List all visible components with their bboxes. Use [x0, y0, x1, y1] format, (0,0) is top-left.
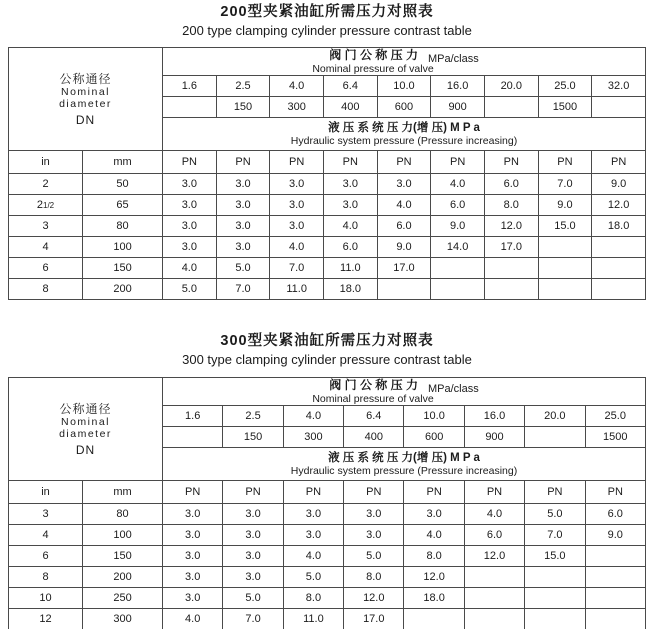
- table-200-data-row: [9, 174, 646, 195]
- pressure-value-cell: 11.0: [323, 258, 377, 279]
- mm-unit-cell: mm: [83, 481, 163, 504]
- pn-header-cell: PN: [283, 481, 343, 504]
- pressure-value-cell: [585, 588, 645, 609]
- pn-header-cell: PN: [464, 481, 524, 504]
- class-value-cell: 400: [344, 427, 404, 448]
- dn-label: DN: [75, 442, 96, 457]
- mm-size-cell: 100: [83, 237, 163, 258]
- pressure-value-cell: 11.0: [283, 609, 343, 629]
- inch-size-cell: [9, 609, 83, 629]
- pressure-value-cell: 4.0: [283, 546, 343, 567]
- pressure-value-cell: 3.0: [344, 525, 404, 546]
- mpa-value-cell: 20.0: [525, 406, 585, 427]
- class-value-cell: 600: [377, 97, 431, 118]
- hydraulic-pressure-label-zh: 液 压 系 统 压 力(增 压) M P a: [328, 122, 480, 134]
- hydraulic-pressure-label-en: Hydraulic system pressure (Pressure increasing): [290, 135, 518, 147]
- class-value-cell: 600: [404, 427, 464, 448]
- pressure-value-cell: 3.0: [404, 504, 464, 525]
- pn-header-cell: PN: [377, 151, 431, 174]
- pressure-value-cell: [538, 279, 592, 300]
- table-300-data-row: [9, 546, 646, 567]
- pressure-value-cell: 14.0: [431, 237, 485, 258]
- pn-header-cell: PN: [163, 481, 223, 504]
- pressure-value-cell: 12.0: [592, 195, 646, 216]
- pressure-value-cell: 8.0: [283, 588, 343, 609]
- nominal-diameter-label-en-2: diameter: [59, 427, 112, 440]
- mpa-value-cell: 6.4: [344, 406, 404, 427]
- inch-size-cell: [9, 174, 83, 195]
- pressure-value-cell: 3.0: [163, 546, 223, 567]
- pressure-value-cell: 3.0: [270, 195, 324, 216]
- pressure-value-cell: [525, 588, 585, 609]
- valve-pressure-unit-label: MPa/class: [427, 383, 479, 395]
- class-value-cell: 900: [464, 427, 524, 448]
- pressure-value-cell: [585, 567, 645, 588]
- pn-header-cell: PN: [344, 481, 404, 504]
- pressure-value-cell: 4.0: [431, 174, 485, 195]
- hydraulic-pressure-label-zh: 液 压 系 统 压 力(增 压) M P a: [328, 452, 480, 464]
- table-200-unit-row: [9, 151, 646, 174]
- class-value-cell: 150: [216, 97, 270, 118]
- pn-header-cell: PN: [592, 151, 646, 174]
- pressure-value-cell: 18.0: [323, 279, 377, 300]
- pressure-value-cell: 5.0: [163, 279, 217, 300]
- pressure-value-cell: [592, 237, 646, 258]
- pressure-value-cell: [525, 609, 585, 629]
- pressure-value-cell: 11.0: [270, 279, 324, 300]
- mpa-value-cell: 25.0: [585, 406, 645, 427]
- pressure-value-cell: 3.0: [223, 525, 283, 546]
- valve-pressure-label-zh: 阀 门 公 称 压 力: [329, 48, 418, 62]
- pressure-value-cell: 3.0: [223, 546, 283, 567]
- pressure-value-cell: [538, 258, 592, 279]
- valve-pressure-label-zh: 阀 门 公 称 压 力: [329, 378, 418, 392]
- pressure-value-cell: 9.0: [585, 525, 645, 546]
- table-200-title-block: [0, 3, 654, 39]
- pressure-value-cell: 18.0: [404, 588, 464, 609]
- pressure-value-cell: [538, 237, 592, 258]
- inch-size-value: 2: [36, 199, 43, 211]
- table-300-title-en: 300 type clamping cylinder pressure contrast table: [182, 352, 472, 367]
- pressure-value-cell: 3.0: [163, 504, 223, 525]
- mm-size-cell: 200: [83, 279, 163, 300]
- pressure-value-cell: 12.0: [484, 216, 538, 237]
- inch-size-cell: [9, 567, 83, 588]
- table-200-data-row: [9, 258, 646, 279]
- inch-size-cell: [9, 195, 83, 216]
- pressure-value-cell: 5.0: [216, 258, 270, 279]
- table-200-hydraulic-header-cell: [163, 118, 646, 151]
- mpa-value-cell: 25.0: [538, 76, 592, 97]
- mpa-value-cell: 10.0: [404, 406, 464, 427]
- class-value-cell: 300: [270, 97, 324, 118]
- pressure-value-cell: 5.0: [344, 546, 404, 567]
- pressure-value-cell: 7.0: [216, 279, 270, 300]
- pressure-value-cell: 3.0: [216, 174, 270, 195]
- inch-size-cell: [9, 216, 83, 237]
- nominal-diameter-label-zh: 公称通径: [59, 401, 112, 416]
- pressure-value-cell: 3.0: [216, 195, 270, 216]
- class-value-cell: [163, 97, 217, 118]
- pressure-value-cell: 9.0: [431, 216, 485, 237]
- pn-header-cell: PN: [404, 481, 464, 504]
- table-300-valve-pressure-header-cell: [163, 378, 646, 406]
- pressure-value-cell: 3.0: [223, 567, 283, 588]
- nominal-diameter-label-en-1: Nominal: [61, 415, 111, 428]
- inch-size-value: 6: [42, 262, 49, 274]
- inch-unit-cell: in: [9, 151, 83, 174]
- pressure-value-cell: [585, 609, 645, 629]
- pressure-value-cell: 15.0: [538, 216, 592, 237]
- pressure-value-cell: 4.0: [464, 504, 524, 525]
- valve-pressure-header-line: [163, 378, 645, 393]
- pressure-value-cell: 3.0: [163, 237, 217, 258]
- pressure-value-cell: 3.0: [283, 504, 343, 525]
- pressure-value-cell: 6.0: [484, 174, 538, 195]
- mm-size-cell: 150: [83, 258, 163, 279]
- pressure-value-cell: 3.0: [216, 216, 270, 237]
- pressure-value-cell: [431, 258, 485, 279]
- pressure-value-cell: 3.0: [323, 195, 377, 216]
- inch-size-cell: [9, 546, 83, 567]
- inch-size-value: 4: [42, 529, 49, 541]
- table-200-data-row: [9, 195, 646, 216]
- inch-size-cell: [9, 504, 83, 525]
- pressure-value-cell: 18.0: [592, 216, 646, 237]
- mm-size-cell: 50: [83, 174, 163, 195]
- pressure-value-cell: 9.0: [538, 195, 592, 216]
- inch-unit-cell: in: [9, 481, 83, 504]
- table-300-valve-header-row: [9, 378, 646, 406]
- table-200-container: [0, 47, 654, 300]
- table-300-container: [0, 377, 654, 629]
- pressure-value-cell: 5.0: [525, 504, 585, 525]
- inch-size-value: 4: [42, 241, 49, 253]
- pressure-value-cell: 5.0: [223, 588, 283, 609]
- inch-size-value: 12: [39, 613, 52, 625]
- inch-size-value: 8: [42, 283, 49, 295]
- class-value-cell: [592, 97, 646, 118]
- pressure-value-cell: 3.0: [283, 525, 343, 546]
- mpa-value-cell: 1.6: [163, 406, 223, 427]
- pressure-value-cell: 12.0: [344, 588, 404, 609]
- mpa-value-cell: 2.5: [216, 76, 270, 97]
- class-value-cell: 150: [223, 427, 283, 448]
- pressure-value-cell: [464, 609, 524, 629]
- nominal-diameter-label-en-1: Nominal: [61, 85, 111, 98]
- inch-size-cell: [9, 237, 83, 258]
- class-value-cell: [163, 427, 223, 448]
- pressure-value-cell: 3.0: [344, 504, 404, 525]
- class-value-cell: 400: [323, 97, 377, 118]
- mpa-value-cell: 6.4: [323, 76, 377, 97]
- valve-pressure-header-line: [163, 48, 645, 63]
- mm-unit-cell: mm: [83, 151, 163, 174]
- mpa-value-cell: 16.0: [431, 76, 485, 97]
- mpa-value-cell: 4.0: [283, 406, 343, 427]
- pressure-value-cell: 7.0: [525, 525, 585, 546]
- pressure-value-cell: 4.0: [163, 609, 223, 629]
- pressure-value-cell: 6.0: [431, 195, 485, 216]
- pressure-value-cell: [525, 567, 585, 588]
- pressure-value-cell: 17.0: [484, 237, 538, 258]
- pressure-value-cell: 5.0: [283, 567, 343, 588]
- pressure-value-cell: 7.0: [223, 609, 283, 629]
- pressure-value-cell: 17.0: [377, 258, 431, 279]
- table-300-data-row: [9, 525, 646, 546]
- pn-header-cell: PN: [431, 151, 485, 174]
- pressure-value-cell: 12.0: [464, 546, 524, 567]
- mpa-value-cell: 2.5: [223, 406, 283, 427]
- table-300-unit-row: [9, 481, 646, 504]
- class-value-cell: [525, 427, 585, 448]
- pressure-value-cell: 15.0: [525, 546, 585, 567]
- table-200: [8, 47, 646, 300]
- inch-size-value: 3: [42, 508, 49, 520]
- mm-size-cell: 65: [83, 195, 163, 216]
- class-value-cell: 900: [431, 97, 485, 118]
- mm-size-cell: 250: [83, 588, 163, 609]
- pn-header-cell: PN: [538, 151, 592, 174]
- inch-size-value: 10: [39, 592, 52, 604]
- table-200-data-row: [9, 279, 646, 300]
- valve-pressure-label-en: Nominal pressure of valve: [312, 63, 434, 75]
- table-200-title-en: 200 type clamping cylinder pressure contrast table: [182, 23, 472, 38]
- pressure-value-cell: 6.0: [585, 504, 645, 525]
- table-300-data-row: [9, 567, 646, 588]
- inch-size-value: 6: [42, 550, 49, 562]
- valve-pressure-unit-label: MPa/class: [427, 53, 479, 65]
- pressure-value-cell: [484, 258, 538, 279]
- table-200-data-row: [9, 237, 646, 258]
- mm-size-cell: 80: [83, 504, 163, 525]
- pressure-value-cell: 17.0: [344, 609, 404, 629]
- table-200-title-zh: 200型夹紧油缸所需压力对照表: [220, 4, 434, 20]
- pressure-value-cell: 3.0: [270, 216, 324, 237]
- mm-size-cell: 80: [83, 216, 163, 237]
- pressure-value-cell: 4.0: [270, 237, 324, 258]
- mpa-value-cell: 32.0: [592, 76, 646, 97]
- pn-header-cell: PN: [216, 151, 270, 174]
- class-value-cell: 1500: [538, 97, 592, 118]
- pn-header-cell: PN: [525, 481, 585, 504]
- pressure-value-cell: 3.0: [216, 237, 270, 258]
- class-value-cell: 1500: [585, 427, 645, 448]
- table-300-title-block: [0, 332, 654, 368]
- pressure-value-cell: 9.0: [377, 237, 431, 258]
- pressure-value-cell: [592, 279, 646, 300]
- pressure-value-cell: 4.0: [377, 195, 431, 216]
- pressure-value-cell: 6.0: [377, 216, 431, 237]
- nominal-diameter-label-zh: 公称通径: [59, 71, 112, 86]
- pressure-value-cell: 3.0: [323, 174, 377, 195]
- pressure-value-cell: 12.0: [404, 567, 464, 588]
- inch-size-cell: [9, 258, 83, 279]
- pressure-value-cell: 6.0: [323, 237, 377, 258]
- dn-label: DN: [75, 112, 96, 127]
- pressure-value-cell: 3.0: [163, 216, 217, 237]
- pressure-value-cell: 4.0: [323, 216, 377, 237]
- pressure-value-cell: 9.0: [592, 174, 646, 195]
- pressure-value-cell: 3.0: [163, 525, 223, 546]
- pressure-value-cell: 4.0: [163, 258, 217, 279]
- valve-pressure-label-en: Nominal pressure of valve: [312, 393, 434, 405]
- pressure-value-cell: [431, 279, 485, 300]
- pn-header-cell: PN: [585, 481, 645, 504]
- pn-header-cell: PN: [484, 151, 538, 174]
- pn-header-cell: PN: [223, 481, 283, 504]
- mm-size-cell: 150: [83, 546, 163, 567]
- inch-size-cell: [9, 525, 83, 546]
- mm-size-cell: 100: [83, 525, 163, 546]
- pressure-value-cell: [464, 567, 524, 588]
- table-300-hydraulic-header-cell: [163, 448, 646, 481]
- nominal-diameter-label-en-2: diameter: [59, 97, 112, 110]
- table-200-nominal-diameter-cell: [9, 48, 163, 151]
- inch-size-fraction: 1/2: [43, 201, 55, 210]
- table-300-nominal-diameter-cell: [9, 378, 163, 481]
- inch-size-cell: [9, 588, 83, 609]
- pn-header-cell: PN: [323, 151, 377, 174]
- mpa-value-cell: 10.0: [377, 76, 431, 97]
- pressure-value-cell: 7.0: [270, 258, 324, 279]
- pn-header-cell: PN: [270, 151, 324, 174]
- pressure-value-cell: [592, 258, 646, 279]
- pressure-value-cell: [377, 279, 431, 300]
- class-value-cell: 300: [283, 427, 343, 448]
- pressure-value-cell: 3.0: [163, 588, 223, 609]
- table-300-data-row: [9, 609, 646, 629]
- mpa-value-cell: 4.0: [270, 76, 324, 97]
- pressure-value-cell: 3.0: [377, 174, 431, 195]
- pressure-value-cell: 3.0: [163, 195, 217, 216]
- pressure-value-cell: 3.0: [163, 567, 223, 588]
- pressure-value-cell: 8.0: [484, 195, 538, 216]
- pressure-value-cell: 8.0: [404, 546, 464, 567]
- table-300: [8, 377, 646, 629]
- class-value-cell: [484, 97, 538, 118]
- pressure-value-cell: [484, 279, 538, 300]
- inch-size-cell: [9, 279, 83, 300]
- pressure-value-cell: [585, 546, 645, 567]
- table-300-title-zh: 300型夹紧油缸所需压力对照表: [220, 333, 434, 349]
- mpa-value-cell: 20.0: [484, 76, 538, 97]
- table-200-valve-pressure-header-cell: [163, 48, 646, 76]
- pressure-value-cell: 8.0: [344, 567, 404, 588]
- inch-size-value: 3: [42, 220, 49, 232]
- pn-header-cell: PN: [163, 151, 217, 174]
- pressure-value-cell: 4.0: [404, 525, 464, 546]
- mpa-value-cell: 1.6: [163, 76, 217, 97]
- pressure-value-cell: 7.0: [538, 174, 592, 195]
- pressure-value-cell: [464, 588, 524, 609]
- pressure-value-cell: 3.0: [163, 174, 217, 195]
- hydraulic-pressure-label-en: Hydraulic system pressure (Pressure increasing): [290, 465, 518, 477]
- inch-size-value: 8: [42, 571, 49, 583]
- pressure-value-cell: [404, 609, 464, 629]
- table-300-data-row: [9, 588, 646, 609]
- table-200-valve-header-row: [9, 48, 646, 76]
- inch-size-value: 2: [42, 178, 49, 190]
- mpa-value-cell: 16.0: [464, 406, 524, 427]
- pressure-value-cell: 3.0: [270, 174, 324, 195]
- pressure-value-cell: 3.0: [223, 504, 283, 525]
- table-300-data-row: [9, 504, 646, 525]
- table-200-data-row: [9, 216, 646, 237]
- pressure-value-cell: 6.0: [464, 525, 524, 546]
- mm-size-cell: 200: [83, 567, 163, 588]
- mm-size-cell: 300: [83, 609, 163, 629]
